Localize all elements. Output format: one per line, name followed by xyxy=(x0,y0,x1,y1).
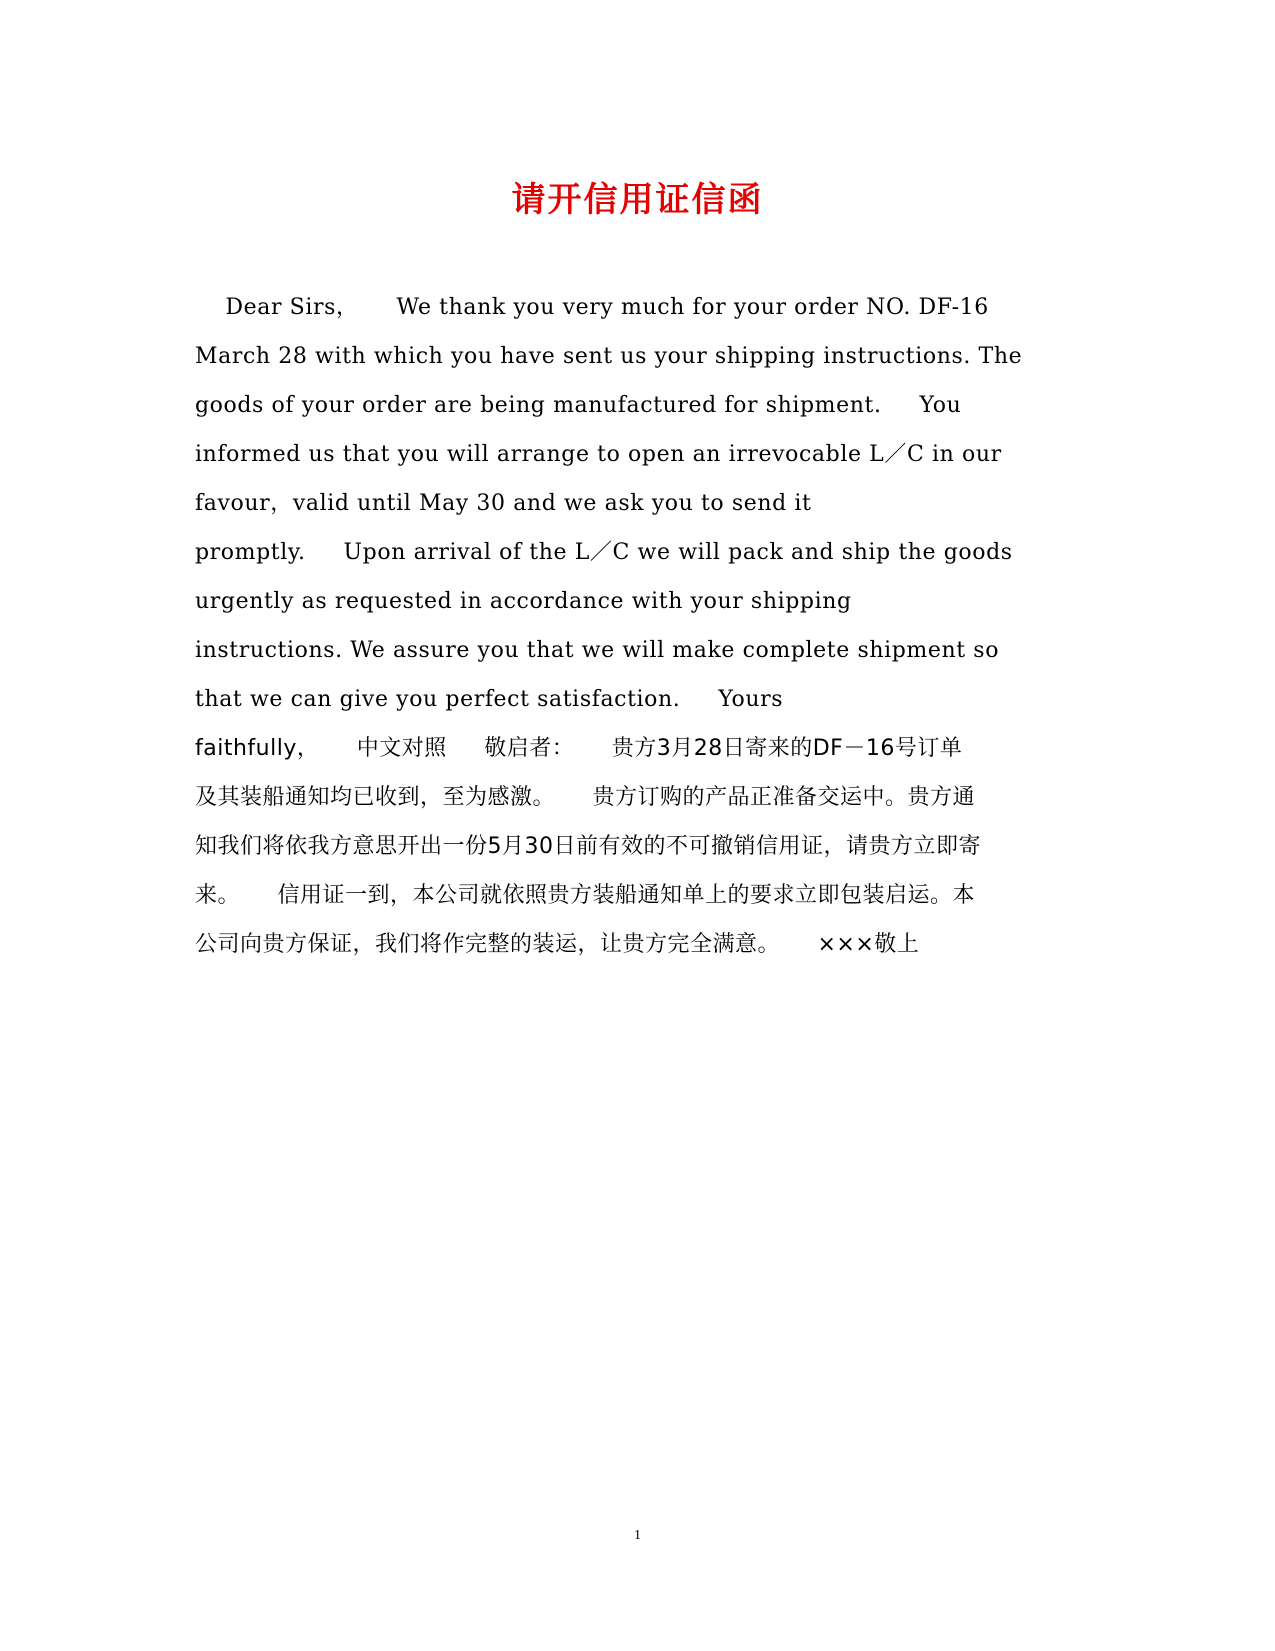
body-line: 及其装船通知均已收到，至为感激。 贵方订购的产品正准备交运中。贵方通 xyxy=(195,785,975,810)
body-line: urgently as requested in accordance with your shipping xyxy=(195,589,852,614)
body-line: goods of your order are being manufactured for shipment. You xyxy=(195,393,962,418)
body-line: 来。 信用证一到，本公司就依照贵方装船通知单上的要求立即包装启运。本 xyxy=(195,883,975,908)
body-line: faithfully， 中文对照 敬启者： 贵方3月28日寄来的DF－16号订单 xyxy=(195,736,963,761)
body-line: 知我们将依我方意思开出一份5月30日前有效的不可撤销信用证，请贵方立即寄 xyxy=(195,834,981,859)
body-line: 公司向贵方保证，我们将作完整的装运，让贵方完全满意。 ×××敬上 xyxy=(195,932,920,957)
body-line: favour，valid until May 30 and we ask you to send it xyxy=(195,491,812,516)
body-line: March 28 with which you have sent us your shipping instructions. The xyxy=(195,344,1023,369)
body-line: promptly. Upon arrival of the L／C we will pack and ship the goods xyxy=(195,540,1013,565)
body-line: instructions. We assure you that we will make complete shipment so xyxy=(195,638,1000,663)
document-title: 请开信用证信函 xyxy=(511,180,764,220)
letter-body xyxy=(195,283,1090,969)
body-line: that we can give you perfect satisfaction. Yours xyxy=(195,687,784,712)
page-number: 1 xyxy=(634,1528,641,1543)
body-line: Dear Sirs， We thank you very much for your order NO. DF-16 xyxy=(195,295,989,320)
body-line: informed us that you will arrange to open an irrevocable L／C in our xyxy=(195,442,1002,467)
